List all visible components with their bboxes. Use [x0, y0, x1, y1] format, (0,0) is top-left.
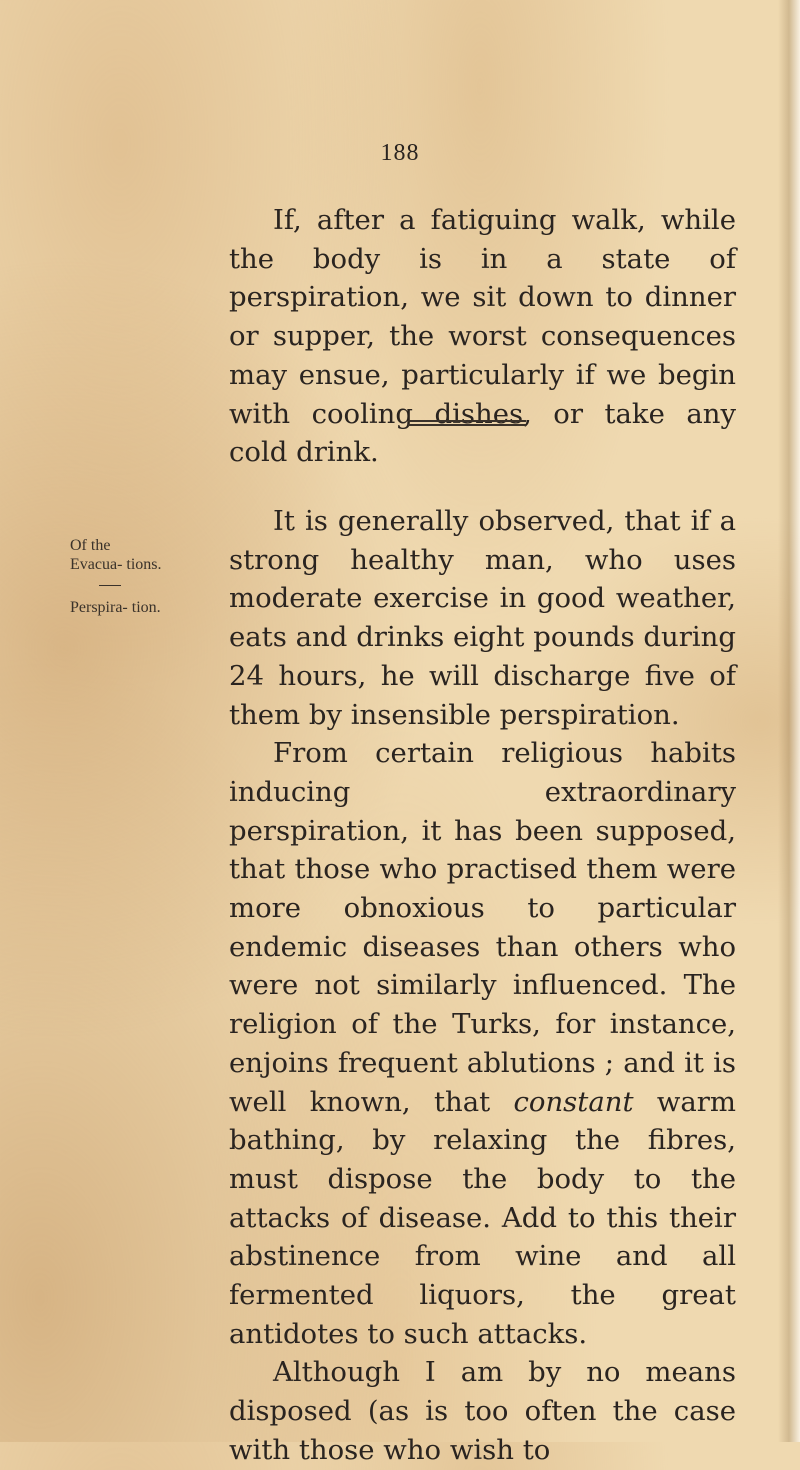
top-paragraph: If, after a fatiguing walk, while the body is in a state of perspiration, we sit down to dinner or supper, the worst consequences may ensue, particularly if we begin with cooling dishes, or take any cold drink. [229, 204, 736, 469]
paragraph-religious-habits [229, 734, 736, 1353]
page-number: 188 [380, 140, 420, 166]
paragraph-religious-habits-part-1: From certain religious habits inducing extraordinary perspiration, it has been supposed, that those who practised them were more obnoxious to particular endemic diseases than others who were not similarly influenced. The religion of the Turks, for instance, enjoins frequent ablutions ; and it is well known, that [229, 737, 736, 1118]
page-edge-shadow [778, 0, 800, 1442]
main-text-block [229, 502, 736, 1470]
margin-note-divider [99, 585, 121, 586]
section-divider-rule [408, 420, 526, 426]
italic-word-constant: constant [513, 1085, 634, 1118]
paragraph-perspiration-observation: It is generally observed, that if a strong healthy man, who uses moderate exercise in good weather, eats and drinks eight pounds during 24 hours, he will discharge five of them by insensible perspiration. [229, 505, 736, 731]
paragraph-although: Although I am by no means disposed (as is too often the case with those who wish to [229, 1356, 736, 1466]
top-paragraph-block [229, 201, 736, 472]
margin-note-perspiration: Perspira- tion. [70, 599, 161, 616]
paragraph-religious-habits-part-2: warm bathing, by relaxing the fibres, must dispose the body to the attacks of disease. Add to this their abstinence from wine and all fermented liquors, the great antidotes to such attacks. [229, 1085, 736, 1350]
margin-note-evacuations: Of the Evacua- tions. [70, 537, 162, 573]
